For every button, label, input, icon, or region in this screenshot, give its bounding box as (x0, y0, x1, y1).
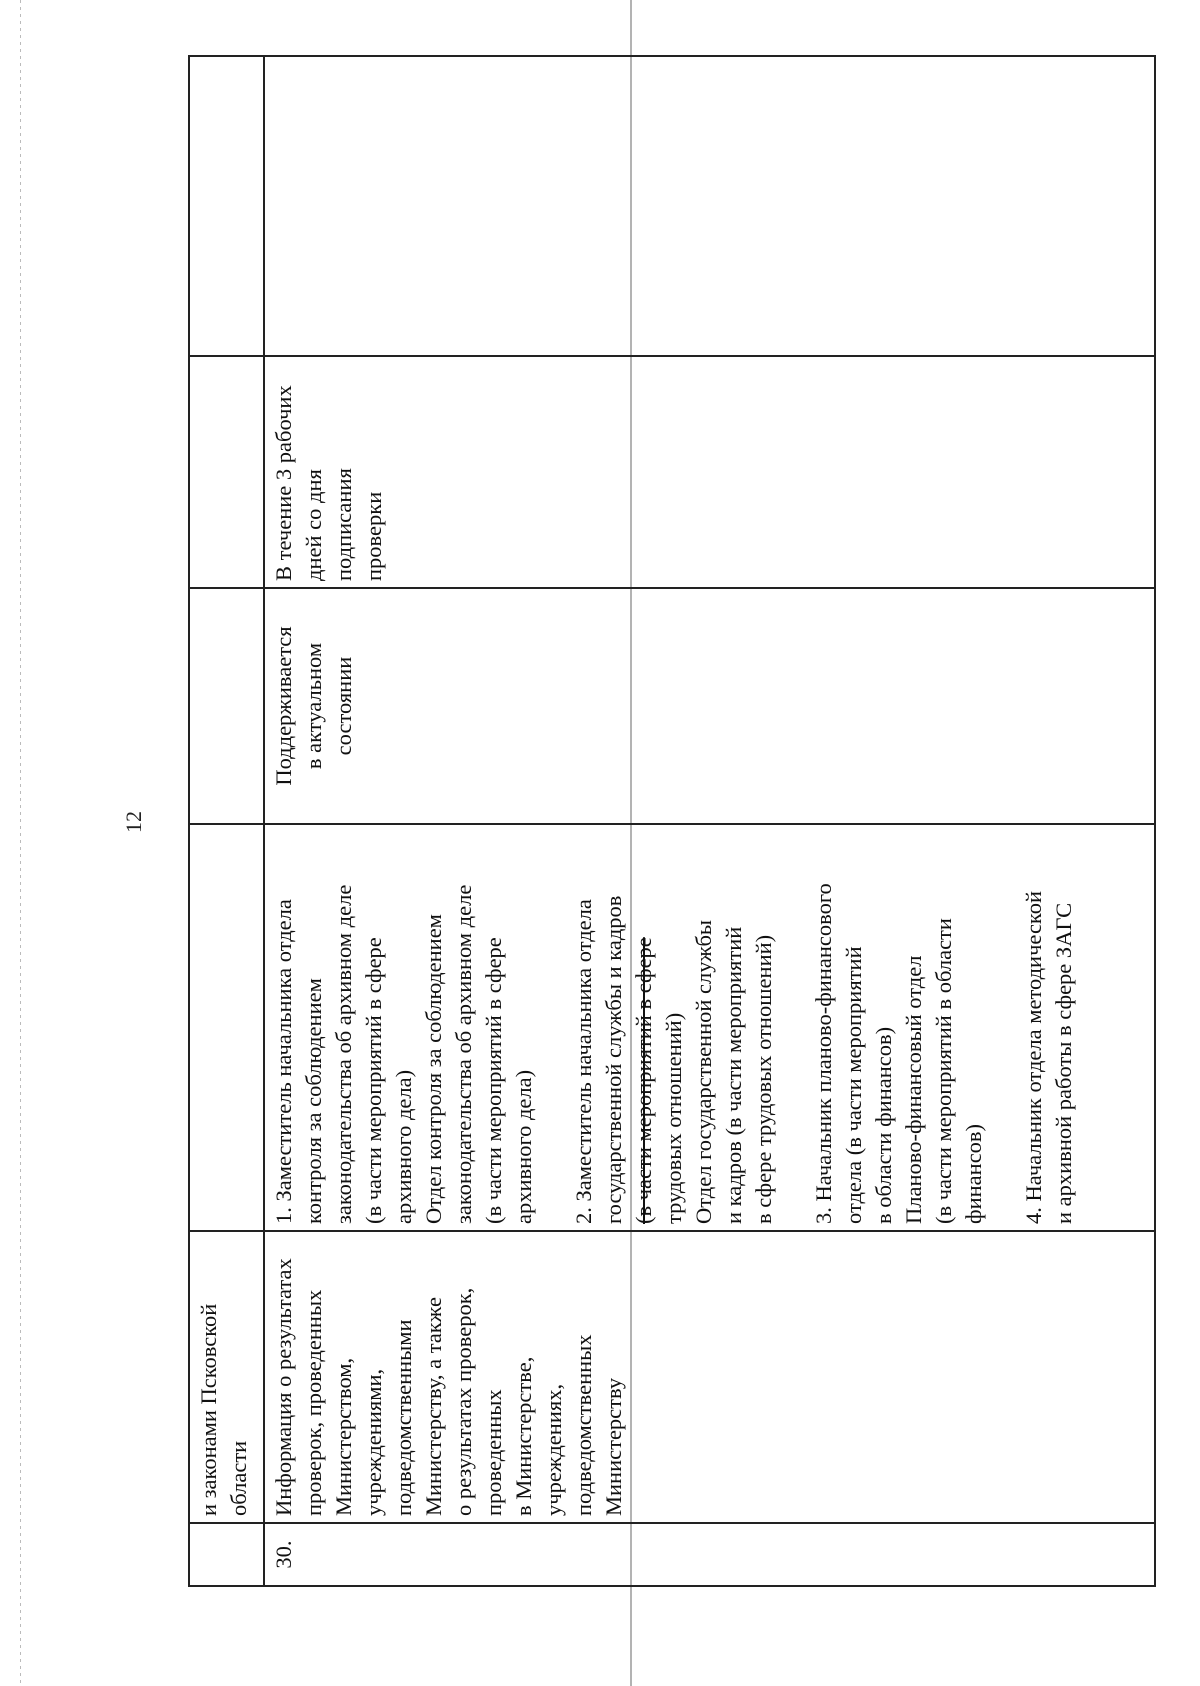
responsible-line: (в части мероприятий в сфере (481, 937, 506, 1224)
information-line: Министерством, (331, 1357, 356, 1516)
row-number: 30. (271, 1540, 296, 1569)
responsible-line: (в части мероприятий в сфере (361, 937, 386, 1224)
periodicity-cell (264, 588, 1155, 824)
prev-row-extra-cell (189, 56, 264, 356)
prev-row-number-cell (189, 1523, 264, 1586)
responsible-line: 1. Заместитель начальника отдела (271, 899, 296, 1224)
responsible-unit-4 (1019, 831, 1079, 1224)
row-number-cell (264, 1523, 1155, 1586)
responsible-line: трудовых отношений) (661, 1012, 686, 1224)
information-line: проведенных (481, 1389, 506, 1516)
page-number: 12 (121, 811, 146, 833)
extra-cell (264, 56, 1155, 356)
prev-row-info-cell (189, 1231, 264, 1523)
responsible-line: 2. Заместитель начальника отдела (571, 899, 596, 1224)
periodicity-line: в актуальном (301, 642, 326, 770)
information-line: Министерству (601, 1377, 626, 1516)
information-line: подведомственными (391, 1319, 416, 1516)
paragraph-gap (539, 831, 569, 1224)
responsible-unit-3 (809, 831, 989, 1224)
responsible-line: в области финансов) (871, 1026, 896, 1224)
responsible-line: финансов) (961, 1123, 986, 1224)
deadline-line: В течение 3 рабочих (271, 385, 296, 581)
information-line: о результатах проверок, (451, 1287, 476, 1516)
deadline-line: дней со дня (301, 469, 326, 581)
responsible-line: Отдел контроля за соблюдением (421, 914, 446, 1224)
prev-row-line: и законами Псковской (196, 1303, 221, 1516)
responsible-line: законодательства об архивном деле (451, 884, 476, 1224)
responsible-line: 4. Начальник отдела методической (1021, 890, 1046, 1224)
deadline-line: проверки (361, 491, 386, 581)
information-line: учреждениях, (541, 1383, 566, 1516)
periodicity-line: Поддерживается (271, 626, 296, 786)
responsible-line: Отдел государственной службы (691, 919, 716, 1224)
responsible-line: Планово-финансовый отдел (901, 955, 926, 1224)
responsibility-table (188, 55, 1156, 1587)
information-line: проверок, проведенных (301, 1289, 326, 1516)
responsible-line: отдела (в части мероприятий (841, 946, 866, 1224)
paragraph-gap (989, 831, 1019, 1224)
responsible-line: архивного дела) (391, 1069, 416, 1224)
responsible-cell (264, 824, 1155, 1231)
information-line: подведомственных (571, 1334, 596, 1516)
information-line: учреждениями, (361, 1368, 386, 1516)
deadline-cell (264, 356, 1155, 588)
responsible-line: (в части мероприятий в области (931, 918, 956, 1224)
responsible-line: государственной службы и кадров (601, 895, 626, 1224)
responsible-line: 3. Начальник планово-финансового (811, 883, 836, 1224)
responsible-line: архивного дела) (511, 1069, 536, 1224)
responsible-line: законодательства об архивном деле (331, 884, 356, 1224)
prev-row-periodicity-cell (189, 588, 264, 824)
deadline-line: подписания (331, 468, 356, 581)
information-line: Информация о результатах (271, 1258, 296, 1516)
responsible-line: в сфере трудовых отношений) (751, 934, 776, 1224)
rotated-page (120, 57, 1156, 1587)
responsible-unit-1 (269, 831, 539, 1224)
prev-row-deadline-cell (189, 356, 264, 588)
table-row-30 (264, 56, 1155, 1586)
prev-row-responsible-cell (189, 824, 264, 1231)
periodicity-line: состоянии (331, 656, 356, 756)
responsible-line: и кадров (в части мероприятий (721, 926, 746, 1224)
responsible-line: контроля за соблюдением (301, 978, 326, 1224)
information-line: Министерству, а также (421, 1297, 446, 1516)
responsible-unit-2 (569, 831, 779, 1224)
responsible-line: и архивной работы в сфере ЗАГС (1051, 902, 1076, 1224)
paragraph-gap (779, 831, 809, 1224)
table-row-prev (189, 56, 264, 1586)
information-line: в Министерстве, (511, 1356, 536, 1516)
information-cell (264, 1231, 1155, 1523)
responsible-line-struck: (в части мероприятий в сфере (631, 937, 656, 1224)
scan-edge (20, 0, 21, 1686)
prev-row-line: области (226, 1440, 251, 1516)
